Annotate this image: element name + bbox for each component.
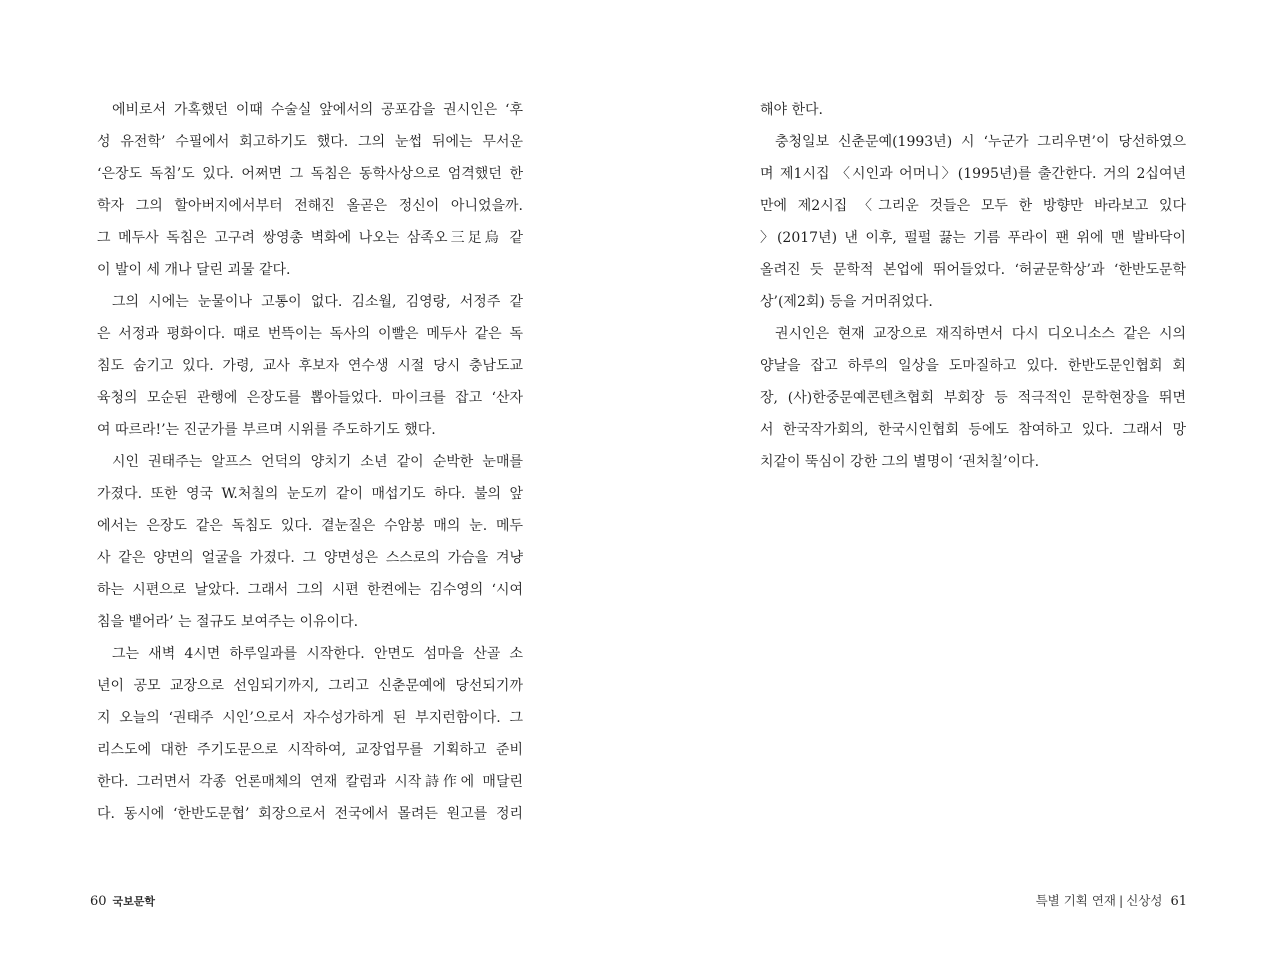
paragraph	[760, 94, 1186, 126]
text-line: 그 메두사 독침은 고구려 쌍영총 벽화에 나오는 삼족오三足烏 같	[97, 230, 523, 246]
text-line: 에비로서 가혹했던 이때 수술실 앞에서의 공포감을 권시인은 ‘후	[112, 102, 523, 118]
page-number: 60	[90, 894, 107, 909]
author-name: 신상성	[1126, 893, 1163, 908]
text-line: 여 따르라!’는 진군가를 부르며 시위를 주도하기도 했다.	[97, 422, 436, 438]
text-line: 양날을 잡고 하루의 일상을 도마질하고 있다. 한반도문인협회 회	[760, 358, 1186, 374]
text-line: 충청일보 신춘문예(1993년) 시 ‘누군가 그리우면’이 당선하였으	[775, 134, 1186, 150]
paragraph	[97, 94, 523, 286]
text-line: 장, (사)한중문예콘텐츠협회 부회장 등 적극적인 문학현장을 뛰면	[760, 390, 1186, 406]
text-line: 그는 새벽 4시면 하루일과를 시작한다. 안면도 섬마을 산골 소	[112, 646, 523, 662]
text-line: 이 발이 세 개나 달린 괴물 같다.	[97, 262, 291, 278]
text-line: 그의 시에는 눈물이나 고통이 없다. 김소월, 김영랑, 서정주 같	[112, 294, 523, 310]
text-line: 가졌다. 또한 영국 W.처칠의 눈도끼 같이 매섭기도 하다. 불의 앞	[97, 486, 523, 502]
series-title: 특별 기획 연재	[1035, 893, 1116, 908]
text-line: 년이 공모 교장으로 선임되기까지, 그리고 신춘문예에 당선되기까	[97, 678, 523, 694]
text-line: 〉(2017년) 낸 이후, 펄펄 끓는 기름 푸라이 팬 위에 맨 발바닥이	[760, 230, 1186, 246]
text-line: 성 유전학’ 수필에서 회고하기도 했다. 그의 눈썹 뒤에는 무서운	[97, 134, 523, 150]
text-line: 하는 시편으로 날았다. 그래서 그의 시편 한켠에는 김수영의 ‘시여	[97, 582, 523, 598]
paragraph	[97, 286, 523, 446]
text-line: 은 서정과 평화이다. 때로 번뜩이는 독사의 이빨은 메두사 같은 독	[97, 326, 523, 342]
text-line: 치같이 뚝심이 강한 그의 별명이 ‘권처칠’이다.	[760, 454, 1040, 470]
magazine-title: 국보문학	[112, 895, 156, 908]
text-line: 올려진 듯 문학적 본업에 뛰어들었다. ‘허균문학상’과 ‘한반도문학	[760, 262, 1186, 278]
text-line: ‘은장도 독침’도 있다. 어쩌면 그 독침은 동학사상으로 엄격했던 한	[97, 166, 523, 182]
running-head	[1036, 893, 1163, 908]
page-number: 61	[1170, 894, 1187, 909]
text-line: 침도 숨기고 있다. 가령, 교사 후보자 연수생 시절 당시 충남도교	[97, 358, 523, 374]
paragraph	[97, 446, 523, 638]
right-page-text	[760, 94, 1186, 478]
text-line: 사 같은 양면의 얼굴을 가졌다. 그 양면성은 스스로의 가슴을 겨냥	[97, 550, 523, 566]
paragraph	[97, 638, 523, 830]
text-line: 며 제1시집 〈시인과 어머니〉(1995년)를 출간한다. 거의 2십여년	[760, 166, 1186, 182]
text-line: 육청의 모순된 관행에 은장도를 뽑아들었다. 마이크를 잡고 ‘산자	[97, 390, 523, 406]
text-line: 만에 제2시집 〈그리운 것들은 모두 한 방향만 바라보고 있다	[760, 198, 1186, 214]
text-line: 서 한국작가회의, 한국시인협회 등에도 참여하고 있다. 그래서 망	[760, 422, 1186, 438]
left-page-footer	[90, 889, 155, 911]
separator: |	[1119, 893, 1124, 908]
text-line: 학자 그의 할아버지에서부터 전해진 올곧은 정신이 아니었을까.	[97, 198, 523, 214]
text-line: 시인 권태주는 알프스 언덕의 양치기 소년 같이 순박한 눈매를	[112, 454, 523, 470]
text-line: 권시인은 현재 교장으로 재직하면서 다시 디오니소스 같은 시의	[775, 326, 1186, 342]
paragraph	[760, 318, 1186, 478]
right-page-footer	[1036, 889, 1187, 911]
text-line: 다. 동시에 ‘한반도문협’ 회장으로서 전국에서 몰려든 원고를 정리	[97, 806, 523, 822]
text-line: 해야 한다.	[760, 102, 823, 118]
left-page-text	[97, 94, 523, 830]
text-line: 리스도에 대한 주기도문으로 시작하여, 교장업무를 기획하고 준비	[97, 742, 523, 758]
text-line: 한다. 그러면서 각종 언론매체의 연재 칼럼과 시작詩作에 매달린	[97, 774, 523, 790]
text-line: 지 오늘의 ‘권태주 시인’으로서 자수성가하게 된 부지런함이다. 그	[97, 710, 523, 726]
paragraph	[760, 126, 1186, 318]
text-line: 침을 뱉어라’ 는 절규도 보여주는 이유이다.	[97, 614, 359, 630]
text-line: 에서는 은장도 같은 독침도 있다. 곁눈질은 수암봉 매의 눈. 메두	[97, 518, 523, 534]
text-line: 상’(제2회) 등을 거머쥐었다.	[760, 294, 933, 310]
